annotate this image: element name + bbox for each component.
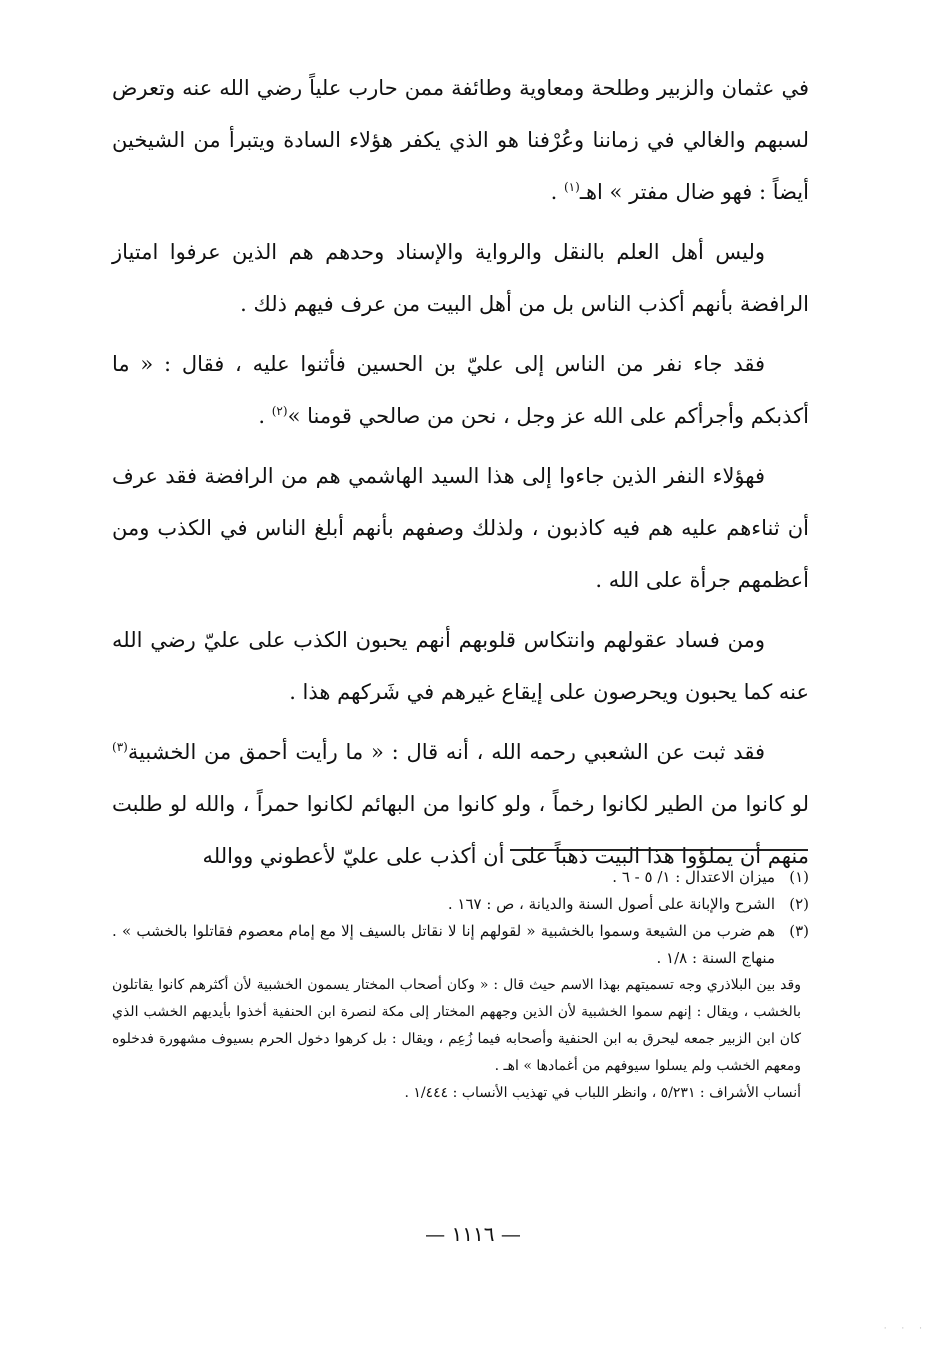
footnote-continuation: وقد بين البلاذري وجه تسميتهم بهذا الاسم حيث قال : « وكان أصحاب المختار يسمون الخشبية لأن أكثرهم كانوا يقاتلون بالخشب ، ويقال : إنهم سموا الخشبية لأن الذين وجههم المختار إلى مكة لنصرة ابن الحنفية أخذوا بأيديهم الخشب الذي كان ابن الزبير جمعه ليحرق به ابن الحنفية وأصحابه فيما زُعِم ، ويقال : بل كرهوا دخول الحرم بسيوف مشهورة فدخلوه ومعهم الخشب ولم يسلوا سيوفهم من أغمادها » اهـ .	[112, 977, 801, 1074]
footnote-number: (١)	[789, 868, 809, 886]
paragraph	[112, 338, 809, 442]
paragraph-text: فقد جاء نفر من الناس إلى عليّ بن الحسين فأثنوا عليه ، فقال : « ما أكذبكم وأجرأكم على الله عز وجل ، نحن من صالحي قومنا »	[112, 352, 809, 428]
footnote-text: هم ضرب من الشيعة وسموا بالخشبية « لقولهم إنا لا نقاتل بالسيف إلا مع إمام معصوم فقاتلوا بالخشب » . منهاج السنة : ١/٨ .	[112, 922, 775, 967]
paragraph-text: فهؤلاء النفر الذين جاءوا إلى هذا السيد الهاشمي هم من الرافضة فقد عرف أن ثناءهم عليه هم فيه كاذبون ، ولذلك وصفهم بأنهم أبلغ الناس في الكذب ومن أعظمهم جرأة على الله .	[112, 464, 809, 592]
footnote-text: ميزان الاعتدال : ١/ ٥ - ٦ .	[612, 868, 775, 886]
footnote-separator	[510, 849, 808, 851]
paragraph-text: في عثمان والزبير وطلحة ومعاوية وطائفة ممن حارب علياً رضي الله عنه وتعرض لسبهم والغالي في زماننا وعُرْفنا هو الذي يكفر هؤلاء السادة ويتبرأ من الشيخين أيضاً : فهو ضال مفتر » اهـ	[112, 76, 809, 204]
paragraph-text: فقد ثبت عن الشعبي رحمه الله ، أنه قال : « ما رأيت أحمق من الخشبية	[127, 740, 765, 764]
scan-dots: · · ·	[883, 1324, 928, 1334]
footnote-marker[interactable]: (٣)	[112, 740, 128, 754]
footnote	[112, 918, 809, 972]
footnote-number: (٣)	[789, 922, 809, 940]
paragraph-text-tail: لو كانوا من الطير لكانوا رخماً ، ولو كانوا من البهائم لكانوا حمراً ، والله لو طلبت منهم أن يملؤوا هذا البيت ذهباً على أن أكذب على عليّ لأعطوني ووالله	[112, 792, 809, 868]
paragraph-text-tail: .	[258, 404, 272, 428]
paragraph	[112, 62, 809, 218]
paragraph	[112, 726, 809, 882]
main-text	[112, 62, 809, 890]
paragraph	[112, 226, 809, 330]
footnote-number: (٢)	[789, 895, 809, 913]
paragraph	[112, 450, 809, 606]
footnote	[112, 864, 809, 891]
paragraph-text: ومن فساد عقولهم وانتكاس قلوبهم أنهم يحبون الكذب على عليّ رضي الله عنه كما يحبون ويحرصون على إيقاع غيرهم في شَركهم هذا .	[112, 628, 809, 704]
footnotes-section	[112, 864, 809, 1107]
page-number: — ١١١٦ —	[425, 1222, 521, 1246]
footnote-marker[interactable]: (١)	[563, 180, 580, 194]
footnote-marker[interactable]: (٢)	[271, 404, 288, 418]
footnote	[112, 891, 809, 918]
paragraph-text: وليس أهل العلم بالنقل والرواية والإسناد وحدهم هم الذين عرفوا امتياز الرافضة بأنهم أكذب الناس بل من أهل البيت من عرف فيهم ذلك .	[112, 240, 809, 316]
footnote-text: الشرح والإبانة على أصول السنة والديانة ، ص : ١٦٧ .	[447, 895, 775, 913]
paragraph-text-tail: .	[550, 180, 564, 204]
paragraph	[112, 614, 809, 718]
footnote-source: أنساب الأشراف : ٥/٢٣١ ، وانظر اللباب في تهذيب الأنساب : ١/٤٤٤ .	[404, 1085, 801, 1101]
